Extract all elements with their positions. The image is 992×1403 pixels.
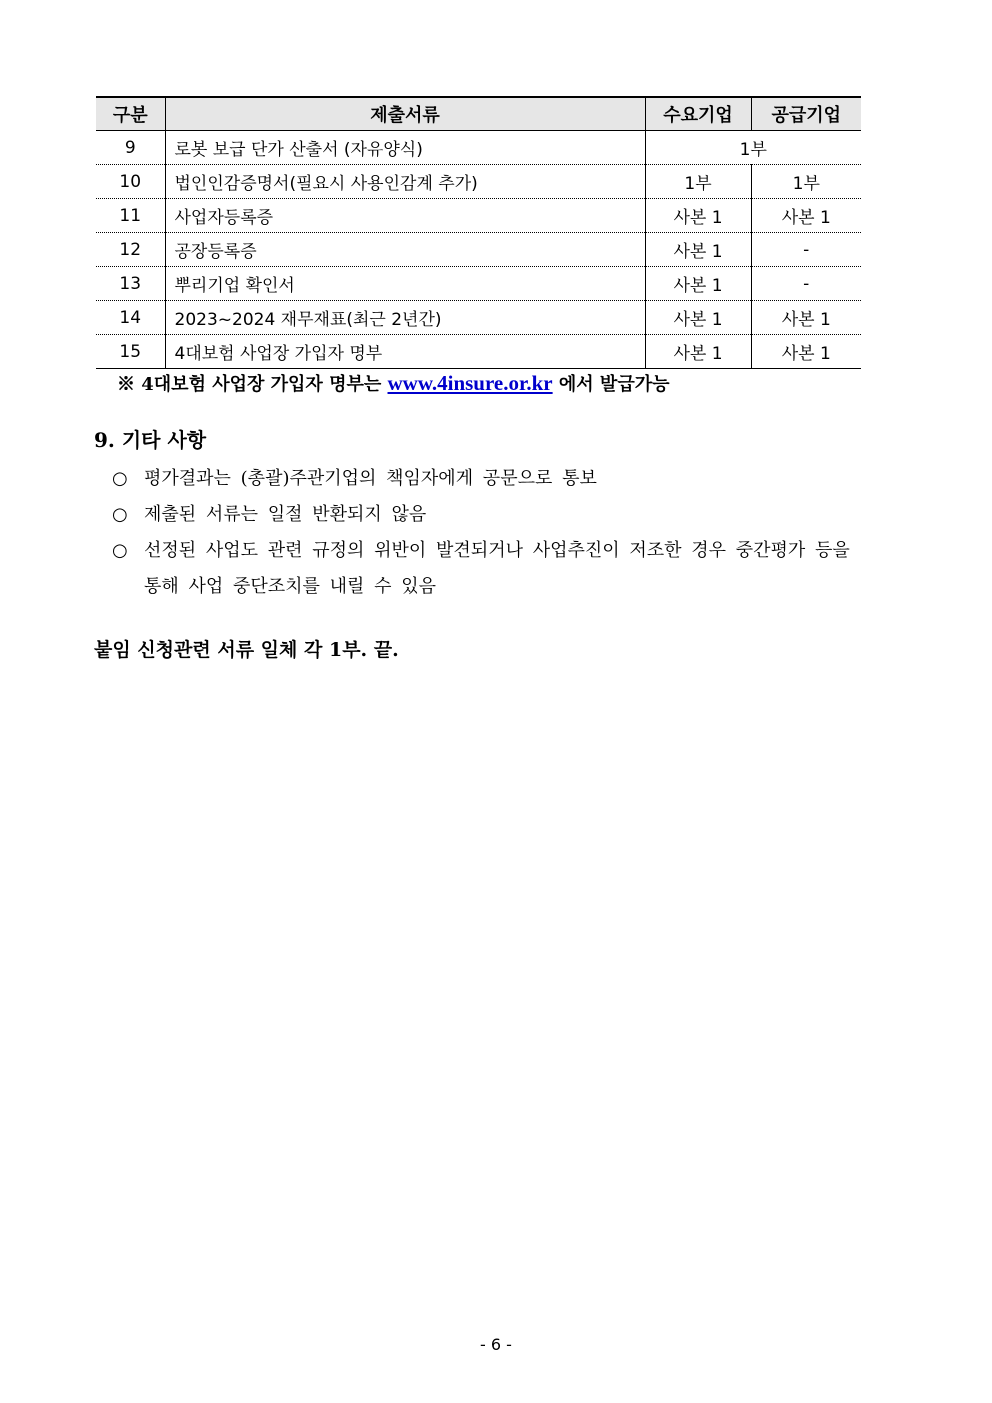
document-name: 4대보험 사업장 가입자 명부: [165, 335, 645, 369]
documents-table: [96, 96, 861, 369]
row-number: 9: [96, 131, 165, 165]
circle-bullet-icon: ○: [112, 504, 128, 525]
list-item-text: 제출된 서류는 일절 반환되지 않음: [144, 504, 427, 525]
supply-copies: 사본 1: [751, 199, 861, 233]
row-number: 15: [96, 335, 165, 369]
attachment-line: 붙임 신청관련 서류 일체 각 1부. 끝.: [94, 639, 399, 661]
insurance-website-link[interactable]: www.4insure.or.kr: [387, 371, 553, 395]
document-name: 공장등록증: [165, 233, 645, 267]
header-category: 구분: [96, 97, 165, 131]
list-item: [112, 500, 426, 526]
list-item-text: 평가결과는 (총괄)주관기업의 책임자에게 공문으로 통보: [144, 468, 597, 489]
document-name: 뿌리기업 확인서: [165, 267, 645, 301]
header-demand-company: 수요기업: [645, 97, 751, 131]
row-number: 10: [96, 165, 165, 199]
document-name: 로봇 보급 단가 산출서 (자유양식): [165, 131, 645, 165]
supply-copies: -: [751, 267, 861, 301]
supply-copies: -: [751, 233, 861, 267]
demand-copies: 1부: [645, 165, 751, 199]
circle-bullet-icon: ○: [112, 468, 128, 489]
copies-merged: 1부: [645, 131, 861, 165]
page-number: - 6 -: [480, 1335, 512, 1354]
table-row: [96, 233, 861, 267]
document-name: 법인인감증명서(필요시 사용인감계 추가): [165, 165, 645, 199]
note-prefix: ※ 4대보험 사업장 가입자 명부는: [117, 374, 388, 395]
section-title: 9. 기타 사항: [94, 428, 207, 452]
table-header-row: [96, 97, 861, 131]
list-item: [112, 464, 597, 490]
supply-copies: 1부: [751, 165, 861, 199]
note-suffix: 에서 발급가능: [552, 374, 670, 395]
demand-copies: 사본 1: [645, 267, 751, 301]
list-item-text: 선정된 사업도 관련 규정의 위반이 발견되거나 사업추진이 저조한 경우 중간평가 등을: [144, 540, 850, 561]
insurance-note: [117, 370, 670, 396]
list-item-continuation: 통해 사업 중단조치를 내릴 수 있음: [144, 576, 437, 597]
document-name: 2023~2024 재무재표(최근 2년간): [165, 301, 645, 335]
demand-copies: 사본 1: [645, 301, 751, 335]
table-row: [96, 199, 861, 233]
circle-bullet-icon: ○: [112, 540, 128, 561]
table-row: [96, 335, 861, 369]
table-row: [96, 165, 861, 199]
demand-copies: 사본 1: [645, 335, 751, 369]
demand-copies: 사본 1: [645, 199, 751, 233]
row-number: 13: [96, 267, 165, 301]
table-row: [96, 267, 861, 301]
row-number: 14: [96, 301, 165, 335]
supply-copies: 사본 1: [751, 335, 861, 369]
document-name: 사업자등록증: [165, 199, 645, 233]
table-row: [96, 131, 861, 165]
header-documents: 제출서류: [165, 97, 645, 131]
table-row: [96, 301, 861, 335]
demand-copies: 사본 1: [645, 233, 751, 267]
list-item: [112, 536, 850, 562]
row-number: 12: [96, 233, 165, 267]
supply-copies: 사본 1: [751, 301, 861, 335]
header-supply-company: 공급기업: [751, 97, 861, 131]
row-number: 11: [96, 199, 165, 233]
